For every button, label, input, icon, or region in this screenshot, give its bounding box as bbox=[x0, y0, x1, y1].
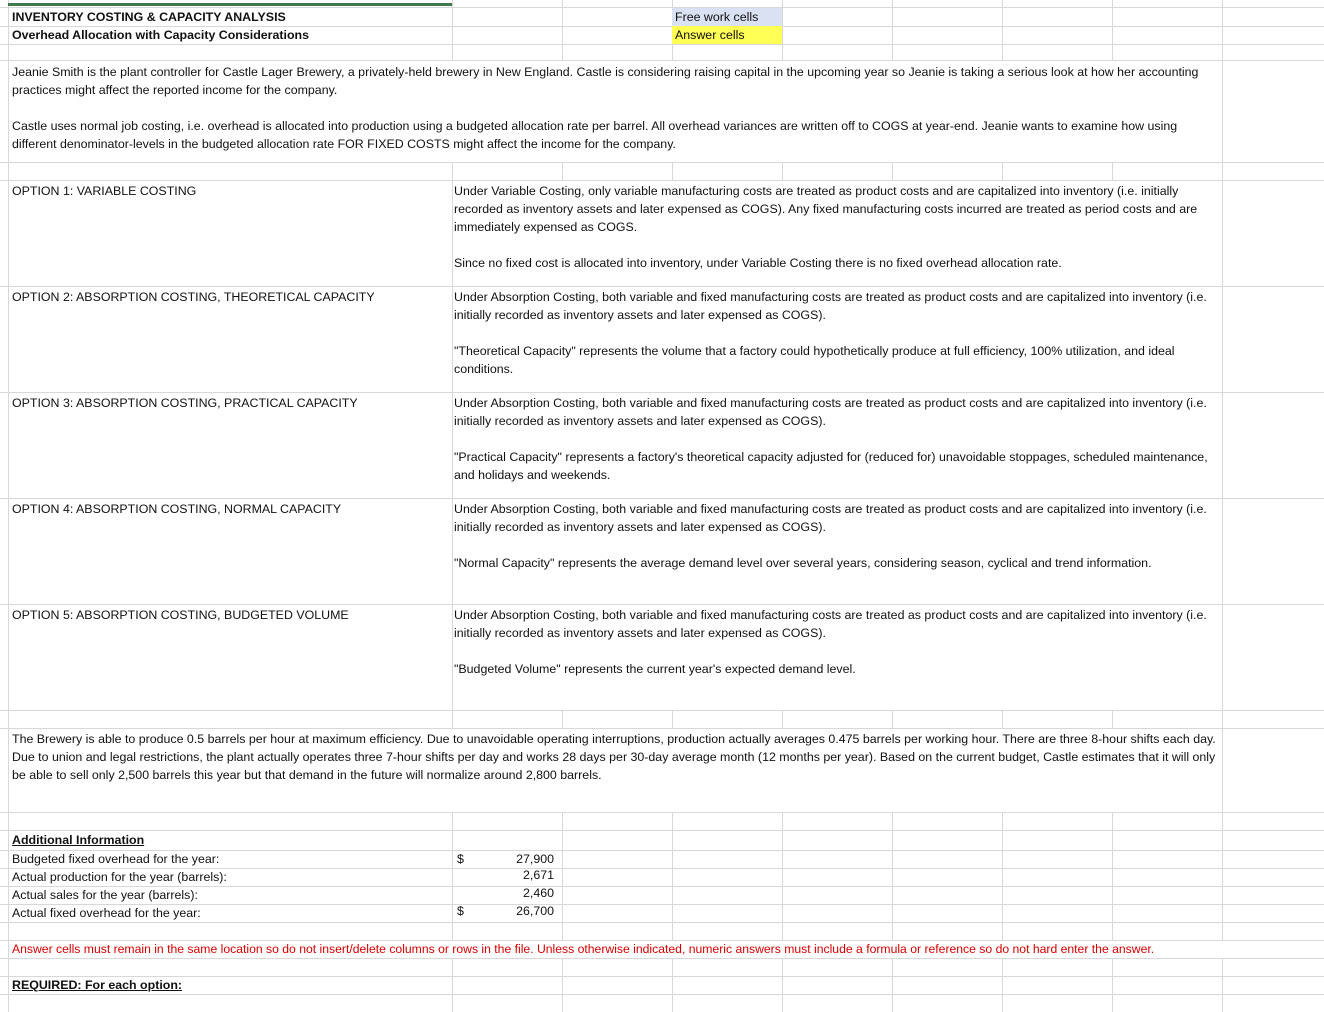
actual-fixed-overhead-label[interactable]: Actual fixed overhead for the year: bbox=[12, 906, 201, 920]
actual-production-label[interactable]: Actual production for the year (barrels): bbox=[12, 870, 227, 884]
actual-fixed-overhead-currency: $ bbox=[457, 904, 464, 918]
option-5-desc[interactable]: Under Absorption Costing, both variable and fixed manufacturing costs are treated as product costs and are capitalized into inventory (i.e. initially recorded as inventory assets and later expensed as COGS). bbox=[454, 608, 1207, 640]
warning-text[interactable]: Answer cells must remain in the same location so do not insert/delete columns or rows in the file. Unless otherwise indicated, numeric answers must include a formula or reference so do not hard enter the answer. bbox=[12, 942, 1155, 956]
option-2-desc[interactable]: Under Absorption Costing, both variable and fixed manufacturing costs are treated as product costs and are capitalized into inventory (i.e. initially recorded as inventory assets and later expensed as COGS). bbox=[454, 290, 1207, 322]
intro-paragraph-1[interactable]: Jeanie Smith is the plant controller for Castle Lager Brewery, a privately-held brewery in New England. Castle is considering raising capital in the upcoming year so Jeanie is taking a serious look at how her accounting practices might affect the reported income for the company. bbox=[12, 65, 1199, 97]
legend-free-text[interactable]: Free work cells bbox=[675, 10, 759, 24]
required-heading[interactable]: REQUIRED: For each option: bbox=[12, 978, 183, 992]
additional-info-heading[interactable]: Additional Information bbox=[12, 833, 145, 847]
option-2-label[interactable]: OPTION 2: ABSORPTION COSTING, THEORETICAL CAPACITY bbox=[12, 290, 375, 304]
actual-fixed-overhead-value[interactable]: 26,700 bbox=[516, 904, 554, 918]
option-5-label[interactable]: OPTION 5: ABSORPTION COSTING, BUDGETED VOLUME bbox=[12, 608, 349, 622]
actual-production-value[interactable]: 2,671 bbox=[522, 868, 554, 882]
option-2-note[interactable]: "Theoretical Capacity" represents the volume that a factory could hypothetically produce at full efficiency, 100% utilization, and ideal conditions. bbox=[454, 344, 1175, 376]
option-3-note[interactable]: "Practical Capacity" represents a factory's theoretical capacity adjusted for (reduced for) unavoidable stoppages, scheduled maintenance, and holidays and weekends. bbox=[454, 450, 1208, 482]
budgeted-fixed-overhead-currency: $ bbox=[457, 852, 464, 866]
option-1-desc[interactable]: Under Variable Costing, only variable manufacturing costs are treated as product costs and are capitalized into inventory (i.e. initially recorded as inventory assets and later expensed as COGS). Any fixed manufacturing costs incurred are treated as period costs and are immediately expensed as COGS. bbox=[454, 184, 1198, 234]
actual-sales-value[interactable]: 2,460 bbox=[522, 886, 554, 900]
option-3-label[interactable]: OPTION 3: ABSORPTION COSTING, PRACTICAL CAPACITY bbox=[12, 396, 358, 410]
actual-sales-label[interactable]: Actual sales for the year (barrels): bbox=[12, 888, 198, 902]
brewery-paragraph[interactable]: The Brewery is able to produce 0.5 barrels per hour at maximum efficiency. Due to unavoidable operating interruptions, production actually averages 0.475 barrels per working hour. There are three 8-hour shifts each day. Due to union and legal restrictions, the plant actually operates three 7-hour shifts per day and works 28 days per 30-day average month (12 months per year). Based on the current budget, Castle estimates that it will only be able to sell only 2,500 barrels this year but that demand in the future will normalize around 2,800 barrels. bbox=[12, 732, 1216, 782]
option-3-desc[interactable]: Under Absorption Costing, both variable and fixed manufacturing costs are treated as product costs and are capitalized into inventory (i.e. initially recorded as inventory assets and later expensed as COGS). bbox=[454, 396, 1207, 428]
option-4-label[interactable]: OPTION 4: ABSORPTION COSTING, NORMAL CAPACITY bbox=[12, 502, 342, 516]
budgeted-fixed-overhead-value[interactable]: 27,900 bbox=[516, 852, 554, 866]
sheet-title[interactable]: INVENTORY COSTING & CAPACITY ANALYSIS bbox=[12, 10, 286, 24]
sheet-subtitle[interactable]: Overhead Allocation with Capacity Considerations bbox=[12, 28, 309, 42]
option-5-note[interactable]: "Budgeted Volume" represents the current year's expected demand level. bbox=[454, 662, 856, 676]
budgeted-fixed-overhead-label[interactable]: Budgeted fixed overhead for the year: bbox=[12, 852, 220, 866]
option-1-label[interactable]: OPTION 1: VARIABLE COSTING bbox=[12, 184, 197, 198]
selection-border bbox=[8, 3, 452, 6]
option-1-note[interactable]: Since no fixed cost is allocated into inventory, under Variable Costing there is no fixed overhead allocation rate. bbox=[454, 256, 1062, 270]
legend-answer-text[interactable]: Answer cells bbox=[675, 28, 745, 42]
option-4-desc[interactable]: Under Absorption Costing, both variable and fixed manufacturing costs are treated as product costs and are capitalized into inventory (i.e. initially recorded as inventory assets and later expensed as COGS). bbox=[454, 502, 1207, 534]
option-4-note[interactable]: "Normal Capacity" represents the average demand level over several years, considering season, cyclical and trend information. bbox=[454, 556, 1152, 570]
intro-paragraph-2[interactable]: Castle uses normal job costing, i.e. overhead is allocated into production using a budgeted allocation rate per barrel. All overhead variances are written off to COGS at year-end. Jeanie wants to examine how using different denominator-levels in the budgeted allocation rate FOR FIXED COSTS might affect the income for the company. bbox=[12, 119, 1178, 151]
